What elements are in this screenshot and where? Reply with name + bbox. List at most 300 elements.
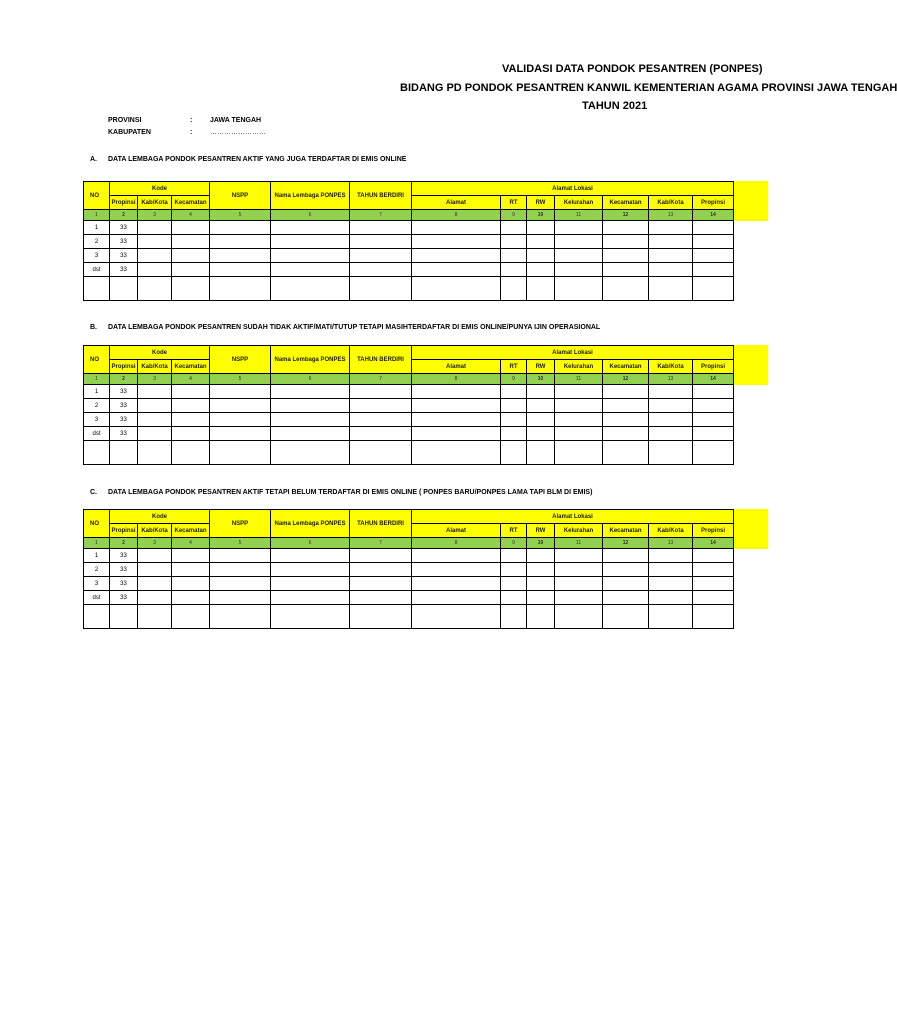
empty-cell[interactable] <box>501 549 527 563</box>
data-table <box>83 509 734 629</box>
empty-cell[interactable] <box>350 399 412 413</box>
empty-cell[interactable] <box>527 385 555 399</box>
header-nama: Nama Lembaga PONPES <box>271 182 350 210</box>
empty-cell[interactable] <box>138 413 172 427</box>
header-no: NO <box>84 510 110 538</box>
empty-cell[interactable] <box>527 605 555 629</box>
empty-cell[interactable] <box>693 413 734 427</box>
empty-cell[interactable] <box>138 441 172 465</box>
column-number: 4 <box>172 374 210 385</box>
row-propinsi-code: 33 <box>110 549 138 563</box>
empty-cell[interactable] <box>271 221 350 235</box>
empty-cell[interactable] <box>271 249 350 263</box>
empty-cell[interactable] <box>555 577 603 591</box>
column-number: 11 <box>555 210 603 221</box>
empty-cell[interactable] <box>271 549 350 563</box>
empty-cell[interactable] <box>138 427 172 441</box>
empty-cell[interactable] <box>501 235 527 249</box>
empty-cell[interactable] <box>527 413 555 427</box>
empty-cell[interactable] <box>555 549 603 563</box>
row-propinsi-code: 33 <box>110 249 138 263</box>
empty-cell[interactable] <box>527 399 555 413</box>
empty-cell[interactable] <box>172 263 210 277</box>
column-number: 4 <box>172 538 210 549</box>
empty-cell[interactable] <box>271 385 350 399</box>
empty-cell[interactable] <box>501 427 527 441</box>
empty-cell[interactable] <box>412 263 501 277</box>
empty-cell[interactable] <box>693 605 734 629</box>
empty-cell[interactable] <box>555 385 603 399</box>
empty-cell[interactable] <box>172 235 210 249</box>
section-title-text: DATA LEMBAGA PONDOK PESANTREN AKTIF TETAPI BELUM TERDAFTAR DI EMIS ONLINE ( PONPES BARU/PONPES LAMA TAPI BLM DI EMIS) <box>108 489 593 496</box>
empty-cell[interactable] <box>210 441 271 465</box>
section-title-text: DATA LEMBAGA PONDOK PESANTREN AKTIF YANG JUGA TERDAFTAR DI EMIS ONLINE <box>108 156 407 163</box>
empty-cell[interactable] <box>350 441 412 465</box>
empty-cell[interactable] <box>527 221 555 235</box>
empty-cell[interactable] <box>210 549 271 563</box>
section-letter: B. <box>90 324 97 331</box>
empty-cell[interactable] <box>110 441 138 465</box>
empty-cell[interactable] <box>693 399 734 413</box>
empty-cell[interactable] <box>603 249 649 263</box>
empty-cell[interactable] <box>501 263 527 277</box>
empty-cell[interactable] <box>527 235 555 249</box>
empty-cell[interactable] <box>693 427 734 441</box>
empty-cell[interactable] <box>412 591 501 605</box>
header-alamat-sub: Propinsi <box>693 524 734 538</box>
empty-cell[interactable] <box>350 427 412 441</box>
empty-cell[interactable] <box>350 249 412 263</box>
column-number: 2 <box>110 538 138 549</box>
column-number: 5 <box>210 374 271 385</box>
empty-cell[interactable] <box>210 605 271 629</box>
header-alamat-sub: RW <box>527 196 555 210</box>
empty-cell[interactable] <box>138 605 172 629</box>
column-number: 5 <box>210 210 271 221</box>
table-row <box>84 563 734 577</box>
empty-cell[interactable] <box>649 549 693 563</box>
empty-cell[interactable] <box>649 427 693 441</box>
data-table-wrapper <box>83 509 768 629</box>
column-number: 5 <box>210 538 271 549</box>
blank-row <box>84 277 734 301</box>
table-row <box>84 591 734 605</box>
empty-cell[interactable] <box>603 221 649 235</box>
empty-cell[interactable] <box>271 427 350 441</box>
column-number: 12 <box>603 374 649 385</box>
row-no: 1 <box>84 221 110 235</box>
empty-cell[interactable] <box>172 399 210 413</box>
empty-cell[interactable] <box>412 413 501 427</box>
empty-cell[interactable] <box>110 277 138 301</box>
column-number: 9 <box>501 538 527 549</box>
empty-cell[interactable] <box>527 563 555 577</box>
header-nspp: NSPP <box>210 510 271 538</box>
column-number: 12 <box>603 538 649 549</box>
empty-cell[interactable] <box>210 591 271 605</box>
section-title <box>90 324 600 331</box>
empty-cell[interactable] <box>603 549 649 563</box>
table-row <box>84 577 734 591</box>
empty-cell[interactable] <box>527 249 555 263</box>
header-kode-sub: Propinsi <box>110 360 138 374</box>
empty-cell[interactable] <box>527 277 555 301</box>
empty-cell[interactable] <box>555 249 603 263</box>
header-alamat-sub: RT <box>501 524 527 538</box>
page-year: TAHUN 2021 <box>582 100 648 112</box>
empty-cell[interactable] <box>271 563 350 577</box>
provinsi-value: JAWA TENGAH <box>210 117 262 124</box>
empty-cell[interactable] <box>210 427 271 441</box>
empty-cell[interactable] <box>172 221 210 235</box>
empty-cell[interactable] <box>693 577 734 591</box>
header-tahun: TAHUN BERDIRI <box>350 346 412 374</box>
table-row <box>84 413 734 427</box>
empty-cell[interactable] <box>172 549 210 563</box>
row-no: 2 <box>84 563 110 577</box>
empty-cell[interactable] <box>412 577 501 591</box>
empty-cell[interactable] <box>271 277 350 301</box>
blank-row <box>84 605 734 629</box>
empty-cell[interactable] <box>412 427 501 441</box>
empty-cell[interactable] <box>649 249 693 263</box>
header-no: NO <box>84 346 110 374</box>
empty-cell[interactable] <box>138 385 172 399</box>
empty-cell[interactable] <box>501 563 527 577</box>
column-number: 8 <box>412 538 501 549</box>
header-kode-sub: Kab/Kota <box>138 196 172 210</box>
empty-cell[interactable] <box>555 605 603 629</box>
kabupaten-value: …………………… <box>210 129 266 136</box>
column-number: 11 <box>555 374 603 385</box>
empty-cell[interactable] <box>412 441 501 465</box>
empty-cell[interactable] <box>110 605 138 629</box>
header-alamat-sub: Kecamatan <box>603 360 649 374</box>
empty-cell[interactable] <box>555 413 603 427</box>
empty-cell[interactable] <box>555 441 603 465</box>
data-table-wrapper <box>83 181 768 301</box>
empty-cell[interactable] <box>350 577 412 591</box>
header-kode: Kode <box>110 346 210 360</box>
empty-cell[interactable] <box>501 385 527 399</box>
empty-cell[interactable] <box>649 263 693 277</box>
empty-cell[interactable] <box>271 605 350 629</box>
empty-cell[interactable] <box>350 563 412 577</box>
empty-cell[interactable] <box>210 221 271 235</box>
header-alamat-sub: Kab/Kota <box>649 524 693 538</box>
header-nspp: NSPP <box>210 182 271 210</box>
header-row <box>84 182 734 196</box>
empty-cell[interactable] <box>603 263 649 277</box>
row-no: 2 <box>84 235 110 249</box>
column-number: 13 <box>649 374 693 385</box>
empty-cell[interactable] <box>603 277 649 301</box>
kabupaten-colon: : <box>190 129 193 136</box>
provinsi-colon: : <box>190 117 193 124</box>
header-kode-sub: Kecamatan <box>172 196 210 210</box>
kabupaten-label: KABUPATEN <box>108 129 151 136</box>
column-number: 9 <box>501 210 527 221</box>
header-alamat-sub: RT <box>501 196 527 210</box>
row-no: 3 <box>84 577 110 591</box>
empty-cell[interactable] <box>210 413 271 427</box>
provinsi-label: PROVINSI <box>108 117 142 124</box>
empty-cell[interactable] <box>271 413 350 427</box>
empty-cell[interactable] <box>412 249 501 263</box>
column-number: 7 <box>350 210 412 221</box>
empty-cell[interactable] <box>603 427 649 441</box>
empty-cell[interactable] <box>172 427 210 441</box>
empty-cell[interactable] <box>350 591 412 605</box>
table-row <box>84 549 734 563</box>
empty-cell[interactable] <box>350 549 412 563</box>
column-number-row <box>84 374 734 385</box>
header-kode-sub: Kecamatan <box>172 524 210 538</box>
empty-cell[interactable] <box>649 277 693 301</box>
empty-cell[interactable] <box>693 277 734 301</box>
empty-cell[interactable] <box>271 441 350 465</box>
column-number: 1 <box>84 374 110 385</box>
row-no: 2 <box>84 399 110 413</box>
empty-cell[interactable] <box>412 563 501 577</box>
header-alamat-sub: RW <box>527 524 555 538</box>
empty-cell[interactable] <box>271 591 350 605</box>
empty-cell[interactable] <box>412 385 501 399</box>
empty-cell[interactable] <box>412 605 501 629</box>
header-tahun: TAHUN BERDIRI <box>350 182 412 210</box>
empty-cell[interactable] <box>210 399 271 413</box>
empty-cell[interactable] <box>412 221 501 235</box>
column-number: 13 <box>649 538 693 549</box>
empty-cell[interactable] <box>350 385 412 399</box>
empty-cell[interactable] <box>138 235 172 249</box>
header-alamat-sub: Kelurahan <box>555 196 603 210</box>
table-row <box>84 399 734 413</box>
empty-cell[interactable] <box>271 235 350 249</box>
table-row <box>84 385 734 399</box>
empty-cell[interactable] <box>501 605 527 629</box>
empty-cell[interactable] <box>138 577 172 591</box>
empty-cell[interactable] <box>210 563 271 577</box>
header-alamat-sub: Alamat <box>412 196 501 210</box>
empty-cell[interactable] <box>555 263 603 277</box>
data-table-wrapper <box>83 345 768 465</box>
empty-cell[interactable] <box>138 563 172 577</box>
empty-cell[interactable] <box>501 399 527 413</box>
empty-cell[interactable] <box>350 413 412 427</box>
column-number: 3 <box>138 538 172 549</box>
empty-cell[interactable] <box>555 235 603 249</box>
empty-cell[interactable] <box>210 249 271 263</box>
page-subtitle: BIDANG PD PONDOK PESANTREN KANWIL KEMENTERIAN AGAMA PROVINSI JAWA TENGAH <box>400 82 897 94</box>
empty-cell[interactable] <box>172 277 210 301</box>
empty-cell[interactable] <box>527 577 555 591</box>
empty-cell[interactable] <box>501 249 527 263</box>
empty-cell[interactable] <box>649 413 693 427</box>
empty-cell[interactable] <box>603 235 649 249</box>
column-number: 10 <box>527 538 555 549</box>
empty-cell[interactable] <box>555 591 603 605</box>
empty-cell[interactable] <box>649 591 693 605</box>
empty-cell[interactable] <box>172 563 210 577</box>
empty-cell[interactable] <box>649 605 693 629</box>
empty-cell[interactable] <box>138 549 172 563</box>
header-alamat-sub: RT <box>501 360 527 374</box>
empty-cell[interactable] <box>649 563 693 577</box>
column-number: 7 <box>350 374 412 385</box>
empty-cell[interactable] <box>350 221 412 235</box>
empty-cell[interactable] <box>271 263 350 277</box>
empty-cell[interactable] <box>172 605 210 629</box>
empty-cell[interactable] <box>693 441 734 465</box>
header-nama: Nama Lembaga PONPES <box>271 510 350 538</box>
header-alamat-sub: Kab/Kota <box>649 360 693 374</box>
row-no: 3 <box>84 413 110 427</box>
empty-cell[interactable] <box>172 249 210 263</box>
empty-cell[interactable] <box>693 563 734 577</box>
empty-cell[interactable] <box>555 399 603 413</box>
empty-cell[interactable] <box>693 221 734 235</box>
empty-cell[interactable] <box>412 549 501 563</box>
empty-cell[interactable] <box>603 399 649 413</box>
empty-cell[interactable] <box>350 277 412 301</box>
empty-cell[interactable] <box>527 427 555 441</box>
header-row <box>84 510 734 524</box>
empty-cell[interactable] <box>138 277 172 301</box>
empty-cell[interactable] <box>412 235 501 249</box>
column-number: 4 <box>172 210 210 221</box>
empty-cell[interactable] <box>501 277 527 301</box>
empty-cell[interactable] <box>172 591 210 605</box>
empty-cell[interactable] <box>649 577 693 591</box>
empty-cell[interactable] <box>138 591 172 605</box>
empty-cell[interactable] <box>501 413 527 427</box>
row-propinsi-code: 33 <box>110 235 138 249</box>
empty-cell[interactable] <box>501 577 527 591</box>
empty-cell[interactable] <box>172 413 210 427</box>
empty-cell[interactable] <box>527 591 555 605</box>
empty-cell[interactable] <box>350 235 412 249</box>
empty-cell[interactable] <box>603 413 649 427</box>
empty-cell[interactable] <box>527 441 555 465</box>
empty-cell[interactable] <box>527 263 555 277</box>
header-kode-sub: Kab/Kota <box>138 524 172 538</box>
empty-cell[interactable] <box>603 605 649 629</box>
empty-cell[interactable] <box>649 399 693 413</box>
column-number: 8 <box>412 210 501 221</box>
empty-cell[interactable] <box>693 249 734 263</box>
empty-cell[interactable] <box>138 221 172 235</box>
empty-cell[interactable] <box>350 605 412 629</box>
row-no: dst <box>84 427 110 441</box>
data-table <box>83 345 734 465</box>
row-no: dst <box>84 591 110 605</box>
header-kode-sub: Propinsi <box>110 524 138 538</box>
empty-cell[interactable] <box>210 577 271 591</box>
empty-cell[interactable] <box>271 399 350 413</box>
header-alamat-lokasi: Alamat Lokasi <box>412 346 734 360</box>
header-kode-sub: Kab/Kota <box>138 360 172 374</box>
empty-cell[interactable] <box>172 385 210 399</box>
row-propinsi-code: 33 <box>110 577 138 591</box>
header-alamat-sub: Kelurahan <box>555 524 603 538</box>
header-nspp: NSPP <box>210 346 271 374</box>
empty-cell[interactable] <box>501 221 527 235</box>
empty-cell[interactable] <box>649 221 693 235</box>
empty-cell[interactable] <box>693 235 734 249</box>
header-alamat-lokasi: Alamat Lokasi <box>412 510 734 524</box>
empty-cell[interactable] <box>603 441 649 465</box>
empty-cell[interactable] <box>555 563 603 577</box>
empty-cell[interactable] <box>501 441 527 465</box>
empty-cell[interactable] <box>603 591 649 605</box>
column-number: 11 <box>555 538 603 549</box>
row-propinsi-code: 33 <box>110 263 138 277</box>
header-kode: Kode <box>110 510 210 524</box>
empty-cell[interactable] <box>693 263 734 277</box>
empty-cell[interactable] <box>649 385 693 399</box>
empty-cell[interactable] <box>412 399 501 413</box>
column-number: 13 <box>649 210 693 221</box>
column-number: 14 <box>693 210 734 221</box>
page-title: VALIDASI DATA PONDOK PESANTREN (PONPES) <box>502 63 763 75</box>
column-number: 7 <box>350 538 412 549</box>
empty-cell[interactable] <box>350 263 412 277</box>
header-alamat-sub: Kecamatan <box>603 196 649 210</box>
empty-cell[interactable] <box>603 385 649 399</box>
empty-cell[interactable] <box>84 277 110 301</box>
empty-cell[interactable] <box>649 441 693 465</box>
header-alamat-sub: Propinsi <box>693 360 734 374</box>
empty-cell[interactable] <box>138 399 172 413</box>
empty-cell[interactable] <box>603 563 649 577</box>
empty-cell[interactable] <box>555 221 603 235</box>
row-propinsi-code: 33 <box>110 221 138 235</box>
empty-cell[interactable] <box>271 577 350 591</box>
row-propinsi-code: 33 <box>110 563 138 577</box>
row-no: dst <box>84 263 110 277</box>
empty-cell[interactable] <box>138 263 172 277</box>
section-title <box>90 489 592 496</box>
empty-cell[interactable] <box>84 605 110 629</box>
empty-cell[interactable] <box>603 577 649 591</box>
column-number: 8 <box>412 374 501 385</box>
empty-cell[interactable] <box>172 577 210 591</box>
row-no: 1 <box>84 385 110 399</box>
empty-cell[interactable] <box>693 591 734 605</box>
column-number: 6 <box>271 374 350 385</box>
empty-cell[interactable] <box>693 549 734 563</box>
empty-cell[interactable] <box>527 549 555 563</box>
empty-cell[interactable] <box>172 441 210 465</box>
empty-cell[interactable] <box>555 427 603 441</box>
empty-cell[interactable] <box>138 249 172 263</box>
section-letter: A. <box>90 156 97 163</box>
empty-cell[interactable] <box>210 277 271 301</box>
empty-cell[interactable] <box>555 277 603 301</box>
empty-cell[interactable] <box>412 277 501 301</box>
column-number: 6 <box>271 210 350 221</box>
column-number: 10 <box>527 210 555 221</box>
empty-cell[interactable] <box>210 235 271 249</box>
empty-cell[interactable] <box>501 591 527 605</box>
empty-cell[interactable] <box>84 441 110 465</box>
empty-cell[interactable] <box>210 263 271 277</box>
row-no: 1 <box>84 549 110 563</box>
empty-cell[interactable] <box>210 385 271 399</box>
empty-cell[interactable] <box>649 235 693 249</box>
empty-cell[interactable] <box>693 385 734 399</box>
